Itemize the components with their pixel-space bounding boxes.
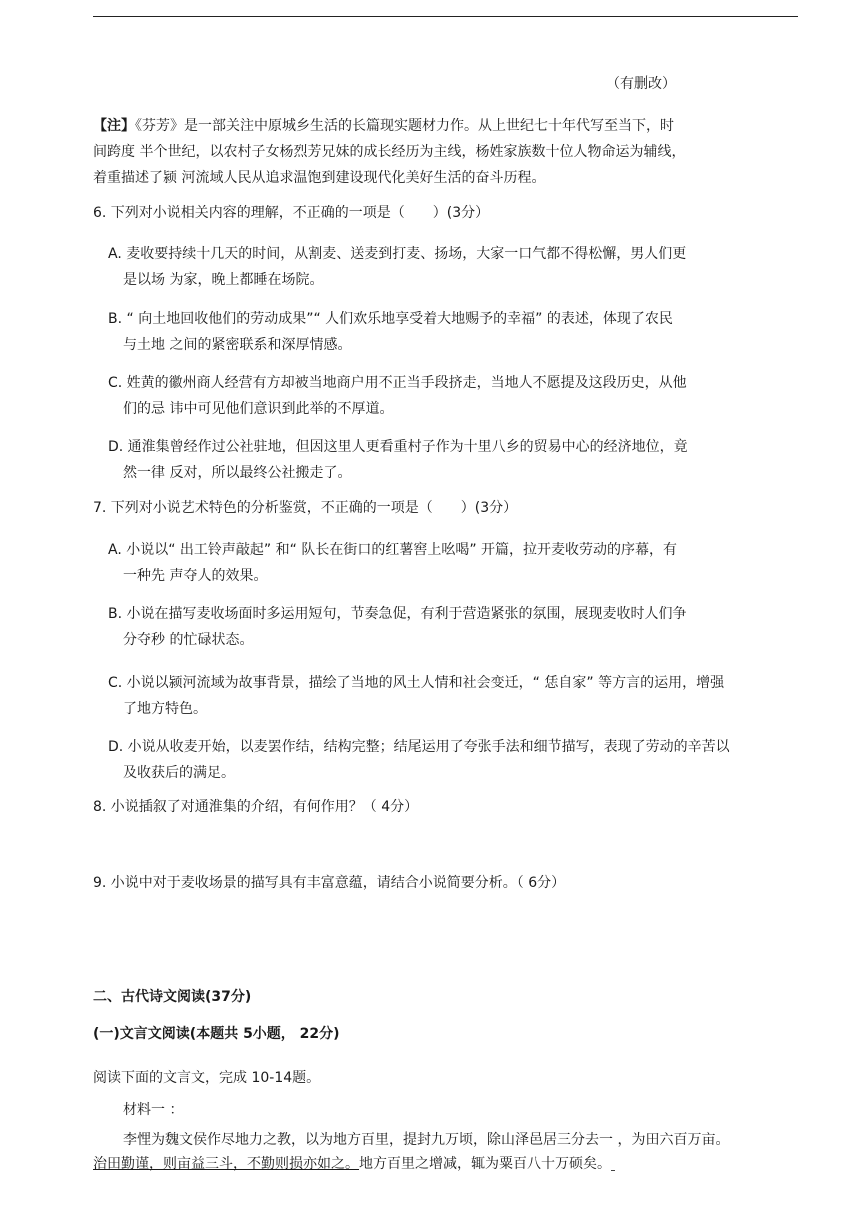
q7-option-b-line2: 分夺秒 的忙碌状态。	[123, 632, 254, 648]
q7-option-d-line2: 及收获后的满足。	[123, 765, 235, 781]
q6-option-b-line1: B. “ 向土地回收他们的劳动成果”“ 人们欢乐地享受着大地赐予的幸福” 的表述，体现了农民	[108, 311, 673, 327]
note-line-1	[93, 116, 674, 136]
q6-option-c-line2: 们的忌 讳中可见他们意识到此举的不厚道。	[123, 401, 394, 417]
q6-option-a-line1: A. 麦收要持续十几天的时间，从割麦、送麦到打麦、扬场，大家一口气都不得松懈，男人们更	[108, 246, 687, 262]
note-bracket: 【注】	[93, 118, 135, 134]
material-label: 材料一 ：	[123, 1102, 184, 1118]
source-note: （有删改）	[606, 76, 676, 92]
q7-option-d-line1: D. 小说从收麦开始，以麦罢作结，结构完整；结尾运用了夸张手法和细节描写，表现了劳动的辛苦以	[108, 739, 730, 755]
q7-option-c-line1: C. 小说以颍河流域为故事背景，描绘了当地的风土人情和社会变迁，“ 恁自家” 等方言的运用，增强	[108, 675, 725, 691]
q7-option-a-line1: A. 小说以“ 出工铃声敲起” 和“ 队长在街口的红薯窖上吆喝” 开篇，拉开麦收劳动的序幕，有	[108, 542, 678, 558]
question-9: 9. 小说中对于麦收场景的描写具有丰富意蕴，请结合小说简要分析。（ 6分）	[93, 875, 566, 891]
instruction-text: 阅读下面的文言文，完成 10-14题。	[93, 1070, 321, 1086]
subsection-title: (一)文言文阅读(本题共 5小题， 22分)	[93, 1026, 340, 1042]
question-8: 8. 小说插叙了对通淮集的介绍，有何作用？（ 4分）	[93, 799, 419, 815]
material-line-2	[93, 1154, 611, 1174]
q6-option-b-line2: 与土地 之间的紧密联系和深厚情感。	[123, 337, 352, 353]
q6-option-a-line2: 是以场 为家，晚上都睡在场院。	[123, 272, 324, 288]
underlined-sentence: 治田勤谨，则亩益三斗，不勤则损亦如之。	[93, 1156, 359, 1172]
note-line-3: 着重描述了颍 河流域人民从追求温饱到建设现代化美好生活的奋斗历程。	[93, 170, 546, 186]
material-line-2-rest: 地方百里之增减，辄为粟百八十万硕矣。	[359, 1156, 611, 1172]
q6-option-d-line2: 然一律 反对，所以最终公社搬走了。	[123, 465, 352, 481]
material-line-1: 李悝为魏文侯作尽地力之教，以为地方百里，提封九万顷，除山泽邑居三分去一 ，为田六百万亩。	[123, 1132, 730, 1148]
q7-option-c-line2: 了地方特色。	[123, 701, 207, 717]
q7-option-a-line2: 一种先 声夺人的效果。	[123, 568, 268, 584]
section-2-title: 二、古代诗文阅读(37分)	[93, 989, 252, 1005]
q7-option-b-line1: B. 小说在描写麦收场面时多运用短句，节奏急促，有利于营造紧张的氛围，展现麦收时人们争	[108, 606, 687, 622]
q6-option-d-line1: D. 通淮集曾经作过公社驻地，但因这里人更看重村子作为十里八乡的贸易中心的经济地位，竟	[108, 439, 688, 455]
q6-option-c-line1: C. 姓黄的徽州商人经营有方却被当地商户用不正当手段挤走，当地人不愿提及这段历史，从他	[108, 375, 687, 391]
question-6-stem: 6. 下列对小说相关内容的理解，不正确的一项是（ ）(3分）	[93, 205, 490, 221]
page-mark	[611, 1170, 615, 1171]
note-line-2: 间跨度 半个世纪，以农村子女杨烈芳兄妹的成长经历为主线，杨姓家族数十位人物命运为辅线，	[93, 144, 686, 160]
question-7-stem: 7. 下列对小说艺术特色的分析鉴赏，不正确的一项是（ ）(3分）	[93, 500, 518, 516]
header-rule	[93, 16, 798, 17]
note-text: 《芬芳》是一部关注中原城乡生活的长篇现实题材力作。从上世纪七十年代写至当下，时	[135, 118, 674, 134]
